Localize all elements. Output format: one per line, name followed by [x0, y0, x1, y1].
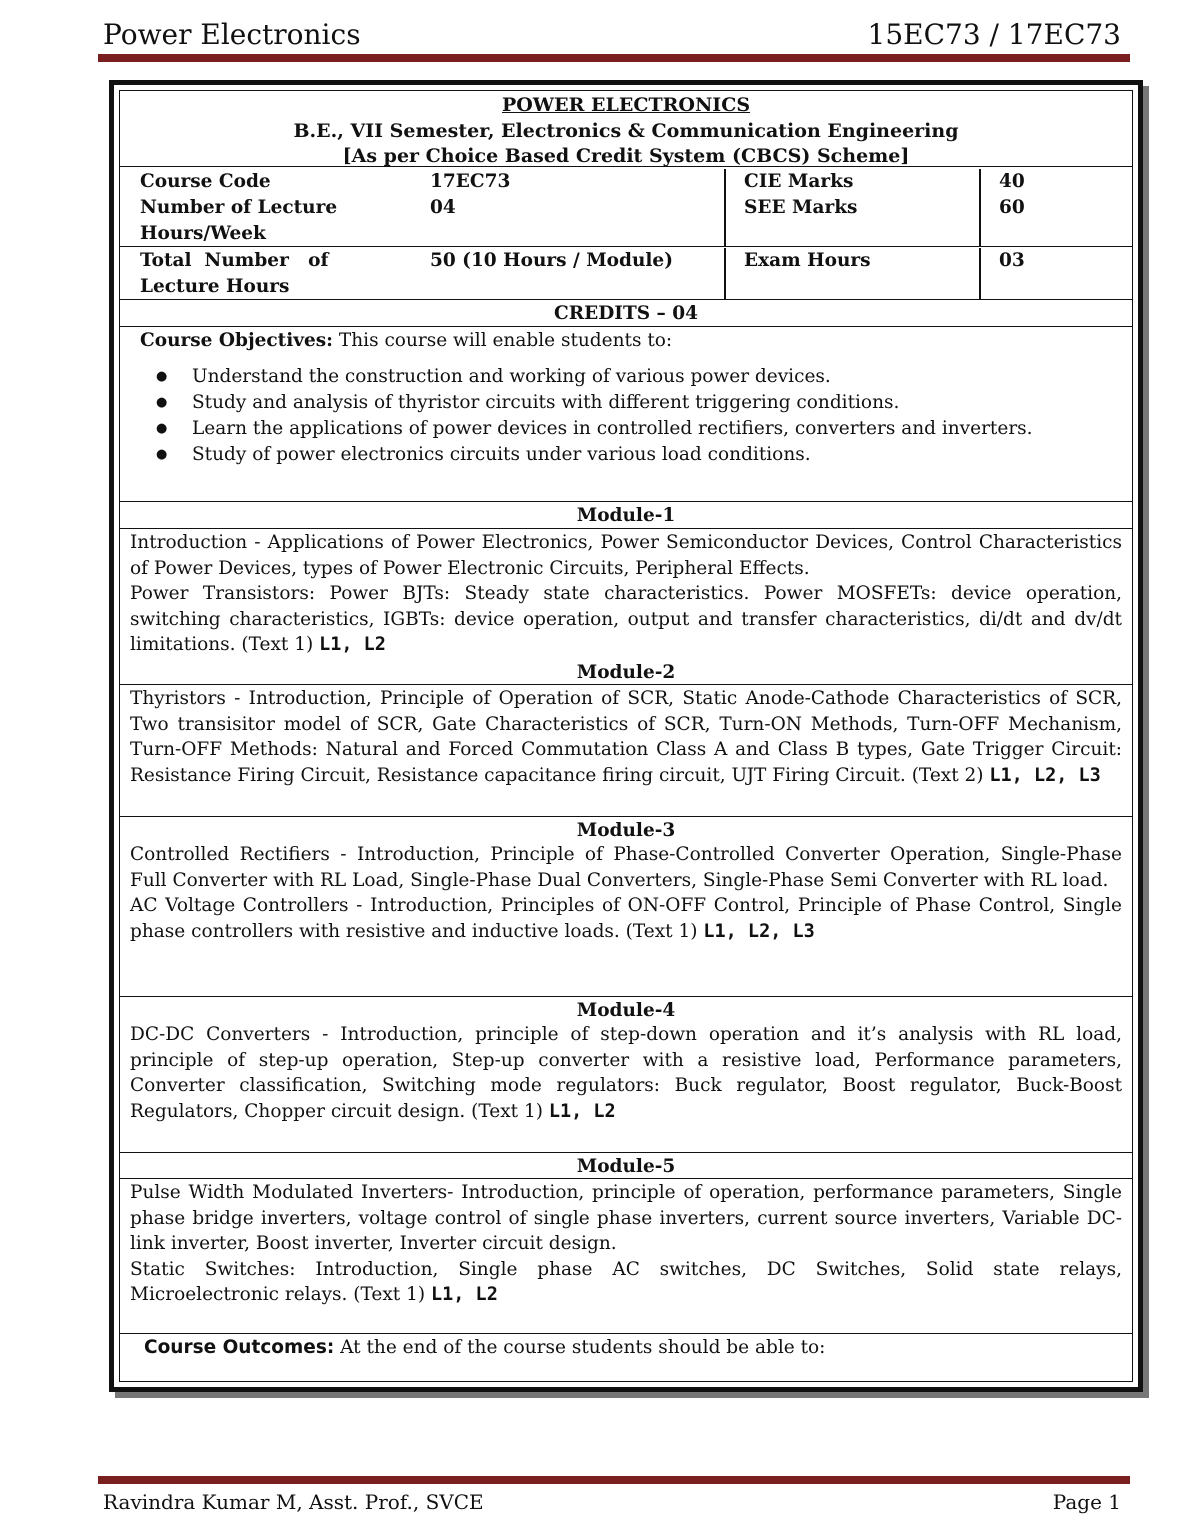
- outcomes-label: Course Outcomes:: [144, 1337, 335, 1358]
- page-number: Page 1: [1052, 1490, 1121, 1514]
- header-rule: [98, 54, 1130, 62]
- exam-hours-label: Exam Hours: [744, 250, 871, 271]
- cie-value: 40: [999, 171, 1025, 192]
- page-header: [103, 18, 1121, 56]
- outcomes-text: At the end of the course students should be able to:: [334, 1337, 826, 1358]
- module-2-para-1: Thyristors - Introduction, Principle of Operation of SCR, Static Anode-Cathode Characteristics of SCR, Two transisitor model of SCR, Gate Characteristics of SCR, Turn-ON Methods, Turn-OFF Mechanism, Turn-OFF Methods: Natural and Forced Commutation Class A and Class B types, Gate Trigger Circuit: Resistance Firing Circuit, Resistance capacitance firing circuit, UJT Firing Circuit. (Text 2): [130, 688, 1122, 786]
- syllabus-frame: [109, 80, 1143, 1392]
- lecture-label-1: Number of Lecture: [140, 197, 338, 218]
- module-3-content: [120, 842, 1132, 997]
- module-5-title: Module-5: [120, 1154, 1132, 1179]
- module-2-levels: L1, L2, L3: [989, 764, 1101, 786]
- module-1-para-2: Power Transistors: Power BJTs: Steady state characteristics. Power MOSFETs: device operation, switching characteristics, IGBTs: device operation, output and transfer characteristics, di/dt and dv/dt limitations. (Text 1): [130, 583, 1122, 656]
- lecture-label-2: Hours/Week: [140, 223, 266, 244]
- module-3-para-1: Controlled Rectifiers - Introduction, Principle of Phase-Controlled Converter Operation, Single-Phase Full Converter with RL Load, Single-Phase Dual Converters, Single-Phase Semi Converter with RL load.: [130, 844, 1122, 891]
- objectives-intro: This course will enable students to:: [333, 330, 673, 351]
- module-4-title: Module-4: [576, 1000, 676, 1021]
- module-5-levels: L1, L2: [431, 1284, 498, 1306]
- module-2-title: Module-2: [120, 660, 1132, 685]
- scheme-line: [As per Choice Based Credit System (CBCS) Scheme]: [342, 145, 910, 167]
- module-4-para-1: DC-DC Converters - Introduction, principle of step-down operation and it’s analysis with RL load, principle of step-up operation, Step-up converter with a resistive load, Performance parameters, Converter classification, Switching mode regulators: Buck regulator, Boost regulator, Buck-Boost Regulators, Chopper circuit design. (Text 1): [130, 1024, 1122, 1122]
- module-1-levels: L1, L2: [319, 634, 386, 656]
- footer-author: Ravindra Kumar M, Asst. Prof., SVCE: [103, 1490, 484, 1514]
- module-3-levels: L1, L2, L3: [703, 920, 815, 942]
- course-objectives: [140, 328, 1102, 468]
- lecture-value: 04: [430, 197, 456, 218]
- course-code-label: Course Code: [140, 171, 271, 192]
- module-5-para-1: Pulse Width Modulated Inverters- Introduction, principle of operation, performance parameters, Single phase bridge inverters, voltage control of single phase inverters, current source inverters, Variable DC-link inverter, Boost inverter, Inverter circuit design.: [130, 1182, 1122, 1255]
- total-hours-label-1: Total Number of: [140, 250, 329, 271]
- header-title: Power Electronics: [103, 18, 361, 51]
- page-footer: [103, 1490, 1121, 1520]
- footer-rule: [98, 1476, 1130, 1484]
- module-2-content: [120, 686, 1132, 817]
- module-5-content: [120, 1180, 1132, 1334]
- details-row-1: [120, 169, 1132, 247]
- outcomes-row: [120, 1335, 1132, 1375]
- title-block: [120, 91, 1132, 167]
- list-item: ● Understand the construction and working of various power devices.: [192, 364, 1102, 390]
- see-value: 60: [999, 197, 1025, 218]
- module-1-title: Module-1: [120, 503, 1132, 529]
- module-3-title: Module-3: [576, 820, 676, 841]
- semester-line: B.E., VII Semester, Electronics & Communication Engineering: [293, 119, 959, 142]
- exam-hours-value: 03: [999, 250, 1025, 271]
- list-item: ● Learn the applications of power devices in controlled rectifiers, converters and inverters.: [192, 416, 1102, 442]
- syllabus-table: [119, 90, 1133, 1382]
- course-code-value: 17EC73: [430, 171, 511, 192]
- module-3-para-2: AC Voltage Controllers - Introduction, Principles of ON-OFF Control, Principle of Phase Control, Single phase controllers with resistive and inductive loads. (Text 1): [130, 895, 1122, 942]
- header-course-code: 15EC73 / 17EC73: [867, 18, 1121, 51]
- total-hours-value: 50 (10 Hours / Module): [430, 250, 673, 271]
- list-item: ● Study and analysis of thyristor circuits with different triggering conditions.: [192, 390, 1102, 416]
- module-1-para-1: Introduction - Applications of Power Electronics, Power Semiconductor Devices, Control Characteristics of Power Devices, types of Power Electronic Circuits, Peripheral Effects.: [130, 532, 1122, 579]
- total-hours-label-2: Lecture Hours: [140, 276, 290, 297]
- list-item: ● Study of power electronics circuits under various load conditions.: [192, 442, 1102, 468]
- cie-label: CIE Marks: [744, 171, 854, 192]
- module-5-para-2: Static Switches: Introduction, Single phase AC switches, DC Switches, Solid state relays, Microelectronic relays. (Text 1): [130, 1258, 1122, 1306]
- details-row-2: [120, 248, 1132, 300]
- module-1-content: [120, 530, 1132, 658]
- see-label: SEE Marks: [744, 197, 858, 218]
- objectives-row: [120, 328, 1132, 502]
- objectives-list: [140, 364, 1102, 468]
- module-4-content: [120, 1022, 1132, 1153]
- module-4-levels: L1, L2: [548, 1100, 616, 1122]
- objectives-label: Course Objectives:: [140, 330, 334, 351]
- course-title: POWER ELECTRONICS: [501, 94, 751, 116]
- credits-row: CREDITS – 04: [120, 301, 1132, 327]
